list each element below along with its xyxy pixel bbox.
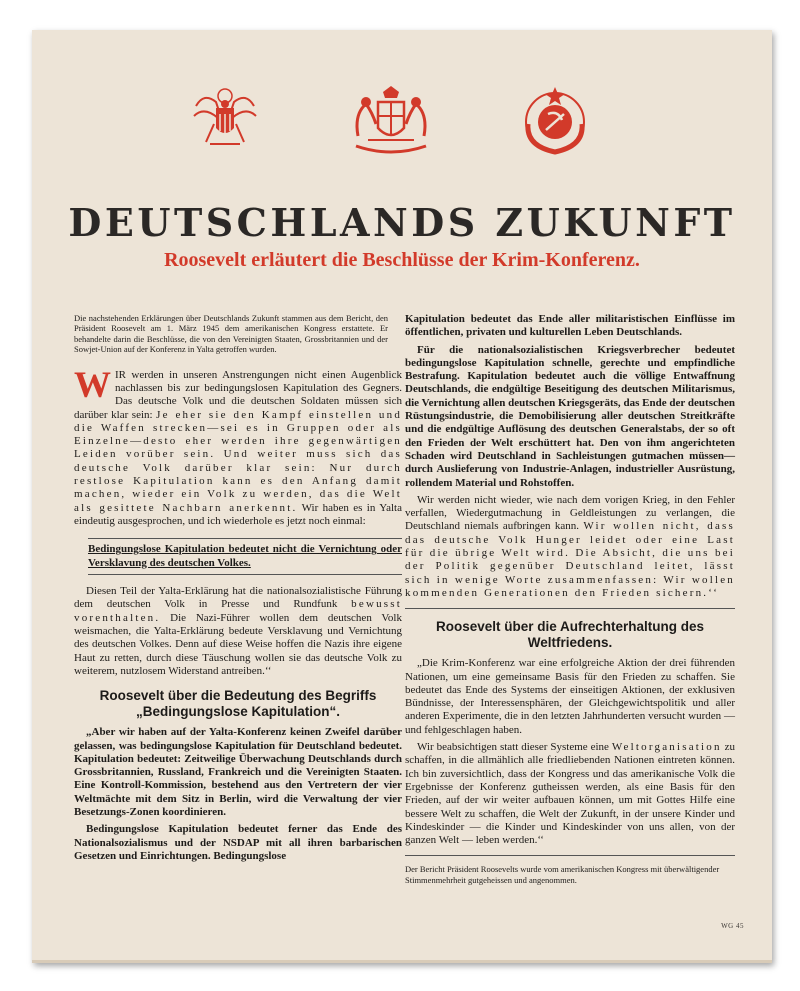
intro-paragraph: Die nachstehenden Erklärungen über Deutschlands Zukunft stammen aus dem Bericht, den Präsident Roosevelt am 1. März 1945 dem amerikanischen Kongress erstattete. Er behandelte darin die Beschlüsse, die von den Vereinigten Staaten, Grossbritannien und der Sowjet-Union auf der Konferenz in Yalta getroffen wurden. [74,313,388,355]
us-great-seal-emblem [190,84,260,156]
emblem-row [32,84,772,164]
world-org-text-a: Wir beabsichtigen statt dieser Systeme eine [417,741,609,754]
reparations-text: Wir werden nicht wieder, wie nach dem vorigen Krieg, in den Fehler verfallen, Wiedergutmachung in Geldleistungen zu verlangen, die Deutschland niemals aufbringen kann. [405,493,735,533]
soviet-state-emblem [518,84,592,158]
dropcap: W [74,364,111,406]
callout-box: Bedingungslose Kapitulation bedeutet nicht die Vernichtung oder Versklavung des deutschen Volkes. [88,538,402,575]
world-org-text-b: zu schaffen, in die allmählich alle friedliebenden Nationen eintreten können. Ich bin zuversichtlich, dass der Kongress und das amerikanische Volk die Ergebnisse der Konferenz gutheissen werden, als eine Basis für den Frieden, auf der wir weiter aufbauen können, um mit Gottes Hilfe eine bessere Welt zu schaffen, die Welt der Zukunft, in der unsere Kinder und Kindeskinder — die Kinder und Kindeskinder von uns allen, von der ganzen Welt — leben werden.‘‘ [405,741,736,847]
propaganda-paragraph [74,585,402,678]
leaflet-title: DEUTSCHLANDS ZUKUNFT [68,200,736,245]
footnote: Der Bericht Präsident Roosevelts wurde vom amerikanischen Kongress mit überwältigender Stimmenmehrheit gutgeheissen und angenommen. [405,864,720,885]
left-column [74,313,402,867]
world-org-spaced-text: Weltorganisation [611,741,722,754]
heading-weltfrieden: Roosevelt über die Aufrechterhaltung des Weltfriedens. [435,619,705,651]
war-criminals-paragraph: Für die nationalsozialistischen Kriegsverbrecher bedeutet bedingungslose Kapitulation schnelle, gerechte und empfindliche Bestrafung. Kapitulation bedeutet auch die völlige Entwaffnung Deutschlands, die endgültige Beseitigung des deutschen Militarismus, die Vernichtung allen deutschen Kriegsgeräts, das Ende der deutschen Rüstungsindustrie, die Demobilisierung aller deutschen Streitkräfte und die endgültige Auflösung des deutschen Generalstabs, der so oft den Frieden der Welt erschüttert hat. Den von ihm angerichteten Schaden wird Deutschland in Sachleistungen gutmachen müssen—durch Auslieferung von Industrie-Anlagen, industrieller Ausrüstung, rollendem Material und Rohstoffen. [405,343,735,489]
british-royal-arms-emblem [348,84,434,158]
propaganda-spaced-text: bewusst vorenthalten. [74,598,403,624]
propaganda-text-b: Die Nazi-Führer wollen dem deutschen Volk weismachen, die Yalta-Erklärung bedeute Versklavung und Vernichtung des deutschen Volkes. Denn auf diese Weise hoffen die Nazis ihre eigene Haut zu retten, durch diese Täuschung wollen sie das deutsche Volk zu weiterem, nutzlosem Widerstand antreiben.‘‘ [74,611,402,677]
propaganda-text-a: Diesen Teil der Yalta-Erklärung hat die nationalsozialistische Führung dem deutschen Volk in Presse und Rundfunk [74,585,402,611]
footnote-divider [405,855,735,856]
reparations-paragraph [405,494,735,600]
right-column [405,313,735,889]
kapitulation-paragraph: „Aber wir haben auf der Yalta-Konferenz keinen Zweifel darüber gelassen, was bedingungslose Kapitulation für Deutschland bedeutet. Kapitulation bedeutet: Zeitweilige Überwachung Deutschlands durch Grossbritannien, Russland, Frankreich und die Vereinigten Staaten. Eine Kontroll-Kommission, bestehend aus den Vertretern der vier Weltmächte mit dem Sitz in Berlin, wird die Verwaltung der vier Besetzungs-Zonen koordinieren. [74,726,402,819]
leaflet-code: WG 45 [721,922,744,930]
nsdap-paragraph: Bedingungslose Kapitulation bedeutet ferner das Ende des Nationalsozialismus und der NSDAP mit all ihren barbarischen Gesetzen und Einrichtungen. Bedingungslose [74,823,402,862]
opening-text: IR werden in unseren Anstrengungen nicht einen Augenblick nachlassen bis zur bedingungslosen Kapitulation des Gegners. Das deutsche Volk und die deutschen Soldaten müssen sich darüber klar sein: [74,368,402,421]
reparations-spaced-text: Wir wollen nicht, dass das deutsche Volk Hunger leidet oder eine Last für die übrige Welt wird. Die Absicht, die uns bei der Politik gegenüber Deutschland leitet, lässt sich in wenige Worte zusammenfassen: Wir wollen kommenden Generationen den Frieden sichern.‘‘ [405,520,735,599]
leaflet-sheet [32,30,772,963]
opening-spaced-text: Je eher sie den Kampf einstellen und die Waffen strecken—sei es in Gruppen oder als Einzelne—desto eher werden ihre gegenwärtigen Leiden vorüber sein. Und weiter muss sich das deutsche Volk darüber klar sein: Nur durch restlose Kapitulation kann es den Anfang damit machen, wieder ein Volk zu werden, das die Welt als gesittete Nachbarn anerkennt. [74,408,403,514]
heading-kapitulation: Roosevelt über die Bedeutung des Begriffs „Bedingungslose Kapitulation“. [99,688,377,720]
crimea-paragraph: „Die Krim-Konferenz war eine erfolgreiche Aktion der drei führenden Nationen, um eine gemeinsame Basis für den Frieden zu schaffen. Sie bedeutet das Ende des Systems der einseitigen Aktionen, der exklusiven Bündnisse, der Interessensphären, der Gleichgewichtspolitik und aller anderen Experimente, die in den letzten Jahrhunderten versucht wurden — und fehlgeschlagen haben. [405,657,735,736]
opening-end-text: Wir haben es in Yalta eindeutig ausgesprochen, und ich wiederhole es jetzt noch einmal: [74,501,402,527]
militarism-paragraph: Kapitulation bedeutet das Ende aller militaristischen Einflüsse im öffentlichen, privaten und kulturellen Leben Deutschlands. [405,313,735,339]
world-organisation-paragraph [405,741,735,847]
divider [405,608,735,609]
opening-paragraph [74,364,403,529]
leaflet-subtitle: Roosevelt erläutert die Beschlüsse der Krim-Konferenz. [164,249,640,271]
